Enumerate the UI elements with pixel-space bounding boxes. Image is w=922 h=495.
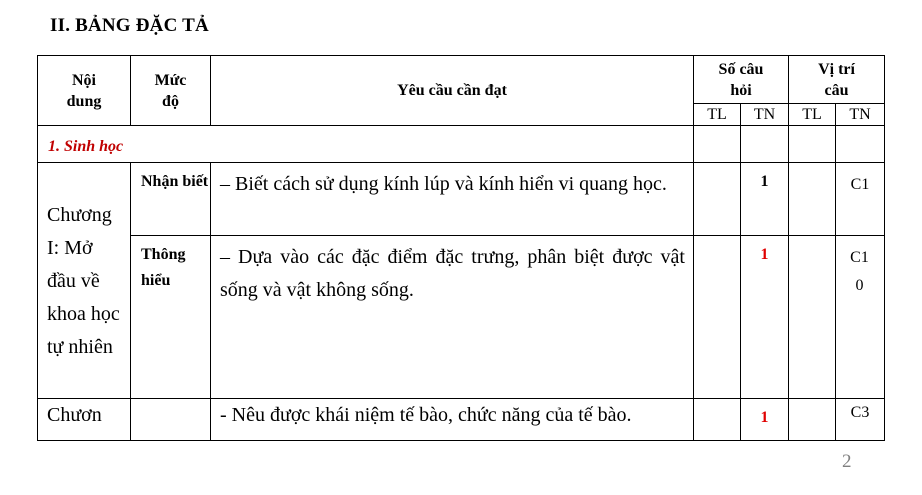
requirement-text: – Dựa vào các đặc điểm đặc trưng, phân biệt được vật sống và vật không sống.: [211, 236, 694, 399]
header-question-count: Số câu hỏi: [694, 56, 789, 104]
count-tl: [694, 163, 741, 236]
header-content: Nội dung: [38, 56, 131, 126]
chapter-2-label: Chươn: [38, 399, 131, 441]
table-row: [38, 236, 885, 399]
table-row: [38, 399, 885, 441]
position-tn: C10: [836, 236, 885, 399]
count-tl: [694, 399, 741, 441]
table-row: [38, 163, 885, 236]
count-tn: 1: [741, 163, 789, 236]
position-tl: [789, 163, 836, 236]
level-label: [131, 399, 211, 441]
requirement-text: – Biết cách sử dụng kính lúp và kính hiển vi quang học.: [211, 163, 694, 236]
count-tn: 1: [741, 236, 789, 399]
header-level: Mức độ: [131, 56, 211, 126]
page-heading: II. BẢNG ĐẶC TẢ: [50, 15, 209, 36]
page-number: 2: [842, 451, 852, 472]
header-count-tn: TN: [741, 104, 789, 126]
section-title: 1. Sinh học: [38, 126, 694, 163]
header-pos-tl: TL: [789, 104, 836, 126]
header-pos-tn: TN: [836, 104, 885, 126]
header-requirement: Yêu cầu cần đạt: [211, 56, 694, 126]
position-tl: [789, 236, 836, 399]
count-tn: 1: [741, 399, 789, 441]
level-label: Thông hiểu: [131, 236, 211, 399]
specification-table: [37, 55, 885, 441]
level-label: Nhận biết: [131, 163, 211, 236]
position-tl: [789, 399, 836, 441]
chapter-1-label: Chương I: Mở đầu về khoa học tự nhiên: [38, 163, 131, 399]
position-tn: C3: [836, 399, 885, 441]
header-position: Vị trí câu: [789, 56, 885, 104]
header-count-tl: TL: [694, 104, 741, 126]
requirement-text: - Nêu được khái niệm tế bào, chức năng của tế bào.: [211, 399, 694, 441]
position-tn: C1: [836, 163, 885, 236]
count-tl: [694, 236, 741, 399]
